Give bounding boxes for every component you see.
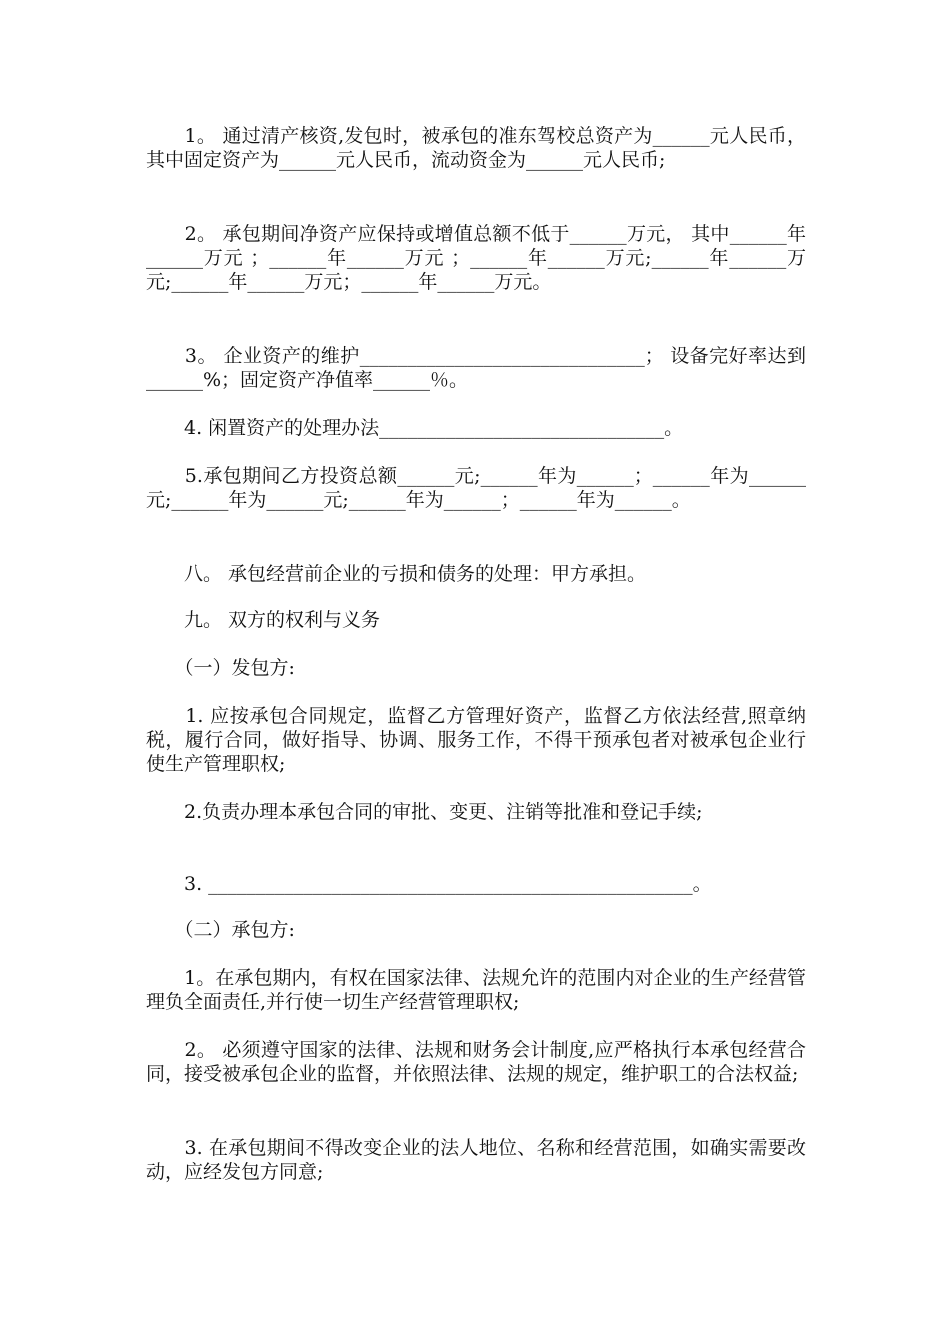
clause-7-5-investment: 5.承包期间乙方投资总额______元;______年为______；______年为______元;______年为______元;______年为______；______年为______。 (146, 465, 806, 511)
employer-clause-2: 2.负责办理本承包合同的审批、变更、注销等批准和登记手续; (146, 801, 703, 823)
clause-7-2-net-assets: 2。 承包期间净资产应保持或增值总额不低于______万元， 其中______年______万元 ；______年______万元 ；______年______万元;______年______万元;______年______万元；______年______万元。 (146, 223, 806, 293)
clause-7-4-idle-assets: 4. 闲置资产的处理办法______________________________。 (146, 417, 684, 439)
subsection-employer-heading: （一）发包方: (146, 657, 295, 679)
section-9-heading: 九。 双方的权利与义务 (146, 609, 381, 631)
clause-7-3-asset-maintenance: 3。 企业资产的维护______________________________； 设备完好率达到______%；固定资产净值率______％。 (146, 345, 806, 391)
clause-7-1-total-assets: 1。 通过清产核资,发包时，被承包的准东驾校总资产为______元人民币，其中固定资产为______元人民币，流动资金为______元人民币; (146, 125, 806, 171)
contractor-clause-2: 2。 必须遵守国家的法律、法规和财务会计制度,应严格执行本承包经营合同，接受被承包企业的监督，并依照法律、法规的规定，维护职工的合法权益; (146, 1039, 806, 1085)
section-8-heading: 八。 承包经营前企业的亏损和债务的处理：甲方承担。 (146, 563, 647, 585)
contractor-clause-1: 1。在承包期内，有权在国家法律、法规允许的范围内对企业的生产经营管理负全面责任,并行使一切生产经营管理职权; (146, 967, 806, 1013)
employer-clause-1: 1. 应按承包合同规定，监督乙方管理好资产，监督乙方依法经营,照章纳税，履行合同，做好指导、协调、服务工作，不得干预承包者对被承包企业行使生产管理职权; (146, 705, 806, 775)
employer-clause-3: 3. ___________________________________________________。 (146, 873, 712, 895)
contractor-clause-3: 3. 在承包期间不得改变企业的法人地位、名称和经营范围，如确实需要改动，应经发包方同意; (146, 1137, 806, 1183)
subsection-contractor-heading: （二）承包方: (146, 919, 295, 941)
